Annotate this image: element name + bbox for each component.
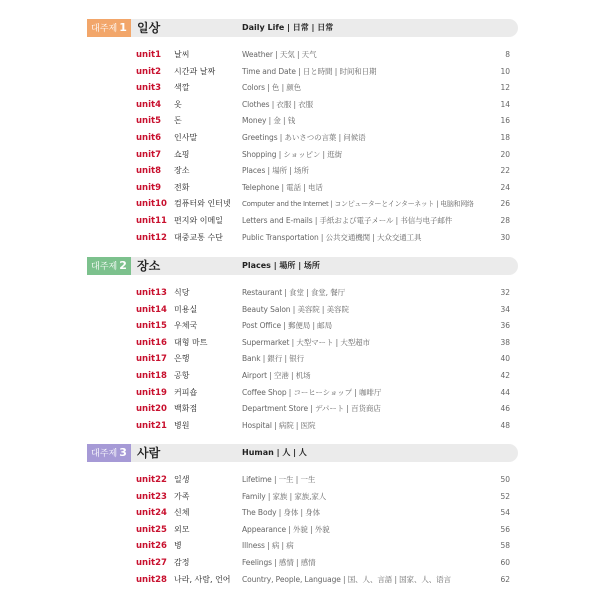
unit-title: 감정: [174, 557, 190, 567]
unit-translation: Appearance | 外貌 | 外貌: [242, 524, 330, 534]
unit-code: unit4: [136, 99, 161, 110]
unit-translation: Money | 金 | 钱: [242, 116, 296, 126]
section-badge: [87, 444, 131, 462]
unit-title: 대중교통 수단: [174, 232, 223, 242]
unit-code: unit10: [136, 199, 167, 210]
unit-code: unit14: [136, 304, 167, 315]
unit-row: [87, 196, 518, 213]
unit-page: 50: [500, 475, 510, 484]
unit-page: 18: [500, 132, 510, 142]
unit-page: 22: [500, 166, 510, 176]
unit-title: 날씨: [174, 50, 190, 59]
unit-title: 컴퓨터와 인터넷: [174, 199, 231, 209]
unit-translation: Clothes | 衣服 | 衣服: [242, 99, 314, 109]
unit-row: [87, 318, 518, 335]
unit-code: unit17: [136, 354, 167, 365]
unit-row: [87, 113, 518, 130]
unit-page: 44: [500, 387, 510, 397]
unit-code: unit16: [136, 337, 167, 348]
unit-row: [87, 572, 518, 589]
unit-page: 62: [500, 574, 510, 584]
unit-translation: Illness | 病 | 病: [242, 541, 294, 551]
unit-code: unit6: [136, 132, 161, 143]
unit-translation: Shopping | ショッピン | 逛街: [242, 149, 343, 159]
unit-translation: Lifetime | 一生 | 一生: [242, 475, 316, 484]
unit-row: [87, 230, 518, 247]
unit-translation: The Body | 身体 | 身体: [242, 508, 321, 518]
unit-page: 52: [500, 491, 510, 501]
unit-page: 28: [500, 215, 510, 225]
unit-row: [87, 385, 518, 402]
section-translation: Human | 人 | 人: [242, 448, 307, 457]
unit-translation: Airport | 空港 | 机场: [242, 370, 311, 380]
unit-row: [87, 401, 518, 418]
unit-list: [87, 472, 518, 588]
unit-page: 26: [500, 199, 510, 209]
badge-number: 1: [119, 21, 127, 34]
unit-row: [87, 505, 518, 522]
unit-row: [87, 97, 518, 114]
unit-code: unit3: [136, 83, 161, 94]
section-translation: Daily Life | 日常 | 日常: [242, 23, 334, 32]
unit-page: 30: [500, 232, 510, 242]
unit-page: 38: [500, 337, 510, 347]
unit-title: 식당: [174, 288, 190, 297]
unit-title: 옷: [174, 99, 182, 109]
badge-label: 대주제: [91, 262, 118, 272]
section-places: [87, 257, 518, 434]
unit-translation: Public Transportation | 公共交通機関 | 大众交通工具: [242, 232, 422, 242]
unit-translation: Feelings | 感情 | 感情: [242, 557, 316, 567]
unit-title: 커피숍: [174, 387, 198, 397]
unit-code: unit27: [136, 557, 167, 568]
unit-translation: Post Office | 郵便局 | 邮局: [242, 321, 332, 331]
unit-code: unit2: [136, 66, 161, 77]
unit-code: unit25: [136, 524, 167, 535]
unit-title: 외모: [174, 524, 190, 534]
badge-number: 2: [119, 259, 127, 272]
section-badge: [87, 19, 131, 37]
unit-title: 인사말: [174, 132, 198, 142]
section-human: [87, 444, 518, 588]
unit-row: [87, 555, 518, 572]
unit-row: [87, 335, 518, 352]
unit-title: 대형 마트: [174, 337, 208, 347]
unit-title: 신체: [174, 508, 190, 518]
unit-row: [87, 418, 518, 435]
unit-code: unit28: [136, 574, 167, 585]
unit-code: unit21: [136, 420, 167, 431]
unit-page: 24: [500, 182, 510, 192]
unit-title: 병원: [174, 420, 190, 430]
unit-row: [87, 163, 518, 180]
unit-code: unit19: [136, 387, 167, 398]
unit-code: unit18: [136, 370, 167, 381]
unit-translation: Colors | 色 | 颜色: [242, 83, 302, 93]
unit-title: 은행: [174, 354, 190, 364]
unit-page: 32: [500, 288, 510, 297]
unit-translation: Time and Date | 日と時間 | 时间和日期: [242, 66, 377, 76]
badge-label: 대주제: [91, 24, 118, 34]
unit-row: [87, 538, 518, 555]
unit-row: [87, 285, 518, 302]
unit-translation: Family | 家族 | 家族,家人: [242, 491, 327, 501]
unit-translation: Weather | 天気 | 天气: [242, 50, 317, 59]
badge-number: 3: [119, 446, 127, 459]
unit-row: [87, 180, 518, 197]
unit-row: [87, 80, 518, 97]
unit-translation: Computer and the Internet | コンピューターとインターネット | 电脑和网络: [242, 200, 474, 209]
unit-translation: Greetings | あいさつの言葉 | 问候语: [242, 132, 366, 142]
unit-page: 58: [500, 541, 510, 551]
unit-page: 10: [500, 66, 510, 76]
unit-title: 시간과 날짜: [174, 66, 216, 76]
unit-title: 공항: [174, 370, 190, 380]
unit-code: unit11: [136, 215, 167, 226]
section-translation: Places | 場所 | 场所: [242, 261, 320, 270]
unit-code: unit22: [136, 475, 167, 485]
unit-code: unit1: [136, 50, 161, 60]
unit-page: 16: [500, 116, 510, 126]
unit-title: 백화점: [174, 404, 198, 414]
unit-code: unit26: [136, 541, 167, 552]
unit-title: 가족: [174, 491, 190, 501]
unit-code: unit9: [136, 182, 161, 193]
unit-page: 12: [500, 83, 510, 93]
unit-list: [87, 47, 518, 246]
unit-row: [87, 489, 518, 506]
unit-page: 20: [500, 149, 510, 159]
unit-row: [87, 147, 518, 164]
unit-code: unit15: [136, 321, 167, 332]
unit-translation: Supermarket | 大型マート | 大型超市: [242, 337, 370, 347]
unit-translation: Department Store | デパート | 百货商店: [242, 404, 381, 414]
unit-code: unit13: [136, 288, 167, 298]
unit-row: [87, 302, 518, 319]
section-header: [87, 444, 518, 462]
unit-translation: Telephone | 電話 | 电话: [242, 182, 323, 192]
unit-row: [87, 368, 518, 385]
unit-title: 장소: [174, 166, 190, 176]
unit-title: 병: [174, 541, 182, 551]
section-daily-life: [87, 19, 518, 246]
unit-row: [87, 351, 518, 368]
unit-title: 쇼핑: [174, 149, 190, 159]
unit-translation: Coffee Shop | コーヒーショップ | 咖啡厅: [242, 387, 382, 397]
unit-code: unit5: [136, 116, 161, 127]
unit-page: 56: [500, 524, 510, 534]
section-header: [87, 19, 518, 37]
unit-translation: Restaurant | 食堂 | 食堂, 餐厅: [242, 288, 346, 297]
unit-code: unit20: [136, 404, 167, 415]
unit-page: 34: [500, 304, 510, 314]
unit-translation: Hospital | 病院 | 医院: [242, 420, 316, 430]
unit-title: 미용실: [174, 304, 198, 314]
unit-list: [87, 285, 518, 434]
unit-translation: Places | 場所 | 场所: [242, 166, 309, 176]
unit-page: 42: [500, 370, 510, 380]
unit-code: unit12: [136, 232, 167, 243]
unit-code: unit7: [136, 149, 161, 160]
unit-title: 일생: [174, 475, 190, 484]
unit-row: [87, 64, 518, 81]
unit-page: 8: [505, 50, 510, 59]
unit-title: 돈: [174, 116, 182, 126]
unit-page: 60: [500, 557, 510, 567]
unit-row: [87, 213, 518, 230]
unit-code: unit23: [136, 491, 167, 502]
unit-page: 46: [500, 404, 510, 414]
unit-page: 36: [500, 321, 510, 331]
unit-title: 우체국: [174, 321, 198, 331]
unit-translation: Bank | 銀行 | 银行: [242, 354, 305, 364]
section-title: 사람: [137, 446, 161, 460]
badge-label: 대주제: [91, 449, 118, 459]
unit-row: [87, 472, 518, 489]
section-title: 일상: [137, 21, 161, 35]
unit-row: [87, 47, 518, 64]
unit-title: 나라, 사람, 언어: [174, 574, 231, 584]
unit-page: 48: [500, 420, 510, 430]
unit-page: 40: [500, 354, 510, 364]
unit-translation: Country, People, Language | 国、人、言語 | 国家、人、语言: [242, 574, 451, 584]
unit-title: 전화: [174, 182, 190, 192]
section-header: [87, 257, 518, 275]
unit-title: 편지와 이메일: [174, 215, 223, 225]
unit-page: 54: [500, 508, 510, 518]
unit-page: 14: [500, 99, 510, 109]
unit-code: unit8: [136, 166, 161, 177]
unit-translation: Beauty Salon | 美容院 | 美容院: [242, 304, 349, 314]
section-badge: [87, 257, 131, 275]
unit-title: 색깔: [174, 83, 190, 93]
unit-code: unit24: [136, 508, 167, 519]
unit-row: [87, 130, 518, 147]
unit-translation: Letters and E-mails | 手紙および電子メール | 书信与电子邮件: [242, 215, 453, 225]
section-title: 장소: [137, 259, 161, 273]
unit-row: [87, 522, 518, 539]
